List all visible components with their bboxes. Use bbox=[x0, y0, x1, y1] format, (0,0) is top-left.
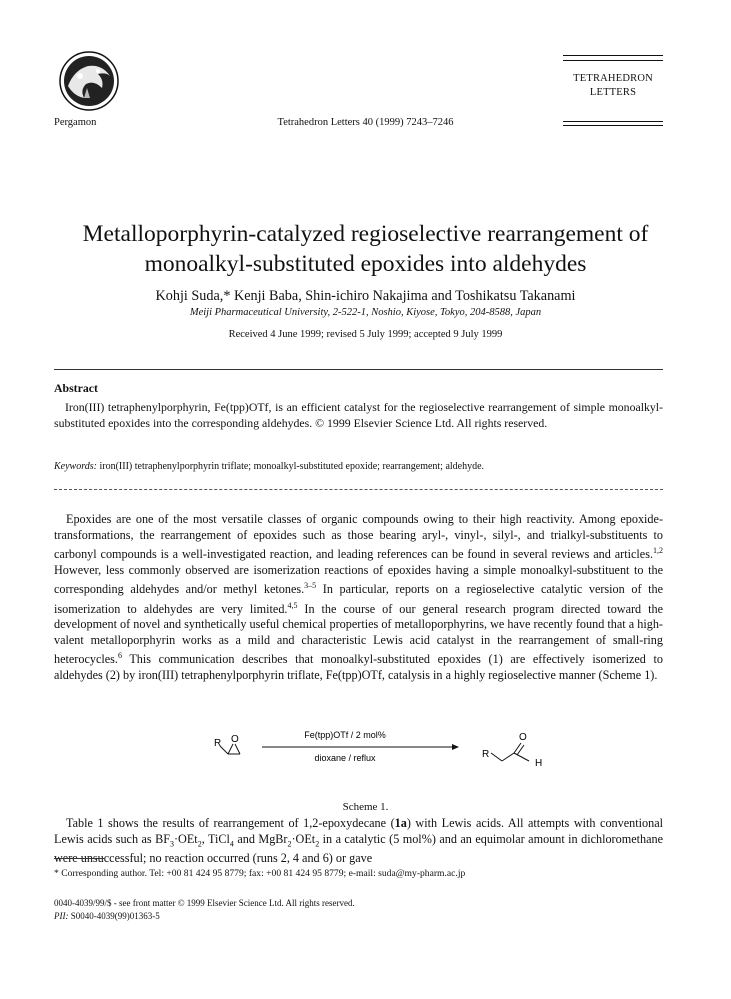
issn-line: 0040-4039/99/$ - see front matter © 1999 Elsevier Science Ltd. All rights reserved. bbox=[54, 898, 355, 908]
aldehyde-structure bbox=[491, 743, 529, 761]
abstract-top-rule bbox=[54, 369, 663, 370]
p2-sub-4: 2 bbox=[287, 838, 292, 848]
reaction-arrowhead bbox=[452, 744, 459, 750]
epoxide-structure bbox=[220, 744, 240, 754]
pii-line bbox=[54, 911, 160, 921]
pii-value: S0040-4039(99)01363-5 bbox=[68, 911, 160, 921]
article-title bbox=[30, 219, 701, 279]
p2-sub-3: 4 bbox=[229, 838, 234, 848]
reactant-r-label: R bbox=[214, 738, 222, 749]
product-o-label: O bbox=[519, 732, 527, 743]
authors: Kohji Suda,* Kenji Baba, Shin-ichiro Nakajima and Toshikatsu Takanami bbox=[155, 288, 576, 304]
publisher-name: Pergamon bbox=[54, 117, 97, 128]
elsevier-tree-logo bbox=[54, 50, 124, 112]
reactant-o-label: O bbox=[231, 734, 239, 745]
journal-name-bottom-rule-thin bbox=[563, 121, 663, 122]
reagent-below: dioxane / reflux bbox=[314, 753, 376, 763]
scheme-1-label: Scheme 1. bbox=[342, 801, 389, 813]
p2-text-a: Table 1 shows the results of rearrangement of 1,2-epoxydecane ( bbox=[66, 816, 395, 830]
scheme-1-diagram bbox=[180, 730, 570, 780]
p1-text-b: However, less commonly observed are isomerization reactions of epoxides having a simple monoalkyl-substituent to the corresponding aldehydes and/or methyl ketones. bbox=[54, 562, 663, 597]
journal-name-top-rule-thin bbox=[563, 60, 663, 61]
footnote-rule bbox=[54, 858, 104, 859]
p1-ref-3: 4,5 bbox=[287, 600, 298, 610]
p2-text-f: ·OEt bbox=[291, 831, 316, 846]
p1-ref-2: 3–5 bbox=[304, 581, 317, 591]
reagent-above: Fe(tpp)OTf / 2 mol% bbox=[304, 730, 386, 740]
p2-text-c: ·OEt bbox=[174, 831, 198, 846]
p2-sub-1: 3 bbox=[170, 838, 174, 848]
journal-name-bottom-rule bbox=[563, 125, 663, 126]
body-paragraph-1 bbox=[54, 512, 663, 683]
p2-text-g: in a catalytic (5 mol%) and an equimolar amount in dichloromethane were unsuccessful; no reaction occurred (runs 2, 4 and 6) or gave bbox=[54, 831, 663, 866]
p2-text-d: , TiCl bbox=[201, 831, 230, 846]
corresponding-author-footnote: * Corresponding author. Tel: +00 81 424 95 8779; fax: +00 81 424 95 8779; e-mail: suda@my-pharm.ac.jp bbox=[54, 868, 466, 879]
journal-name-line2: LETTERS bbox=[589, 87, 637, 98]
pii-label: PII: bbox=[54, 911, 69, 921]
product-r-label: R bbox=[482, 749, 490, 760]
p1-ref-1: 1,2 bbox=[653, 546, 663, 555]
journal-name-line1: TETRAHEDRON bbox=[573, 73, 653, 84]
p1-text-a: Epoxides are one of the most versatile classes of organic compounds owing to their high reactivity. Among epoxide-transformations, the rearrangement of epoxides such as those bearing aryl-, vinyl-, silyl-, and trialkyl-substituents to carbonyl compounds is a well-investigated reaction, and leading references can be found in several reviews and articles. bbox=[54, 512, 663, 562]
p2-sub-2: 2 bbox=[197, 838, 202, 848]
keywords-list: iron(III) tetraphenylporphyrin triflate; monoalkyl-substituted epoxide; rearrangement; aldehyde. bbox=[99, 461, 485, 472]
body-paragraph-2 bbox=[54, 816, 663, 867]
title-line-1: Metalloporphyrin-catalyzed regioselective rearrangement of bbox=[82, 221, 649, 247]
keywords-label: Keywords: bbox=[54, 461, 97, 472]
keywords bbox=[54, 461, 663, 472]
journal-name-top-rule bbox=[563, 55, 663, 56]
p1-text-d: In the course of our general research program directed toward the development of novel and synthetically useful chemical properties of metalloporphyrins, we have recently found that a high-valent metalloporphyrin works as a mild and characteristic Lewis acid catalyst in the rearrangement of small-ring heterocycles. bbox=[54, 601, 664, 667]
p2-text-e: and MgBr bbox=[233, 831, 288, 846]
affiliation: Meiji Pharmaceutical University, 2-522-1, Noshio, Kiyose, Tokyo, 204-8588, Japan bbox=[189, 307, 542, 318]
p2-sub-5: 2 bbox=[315, 838, 320, 848]
received-dates: Received 4 June 1999; revised 5 July 1999; accepted 9 July 1999 bbox=[228, 329, 503, 340]
p1-ref-4: 6 bbox=[117, 651, 122, 661]
product-h-label: H bbox=[535, 758, 543, 769]
journal-reference: Tetrahedron Letters 40 (1999) 7243–7246 bbox=[277, 117, 454, 128]
p1-text-c: In particular, reports on a regioselective catalytic version of the isomerization to aldehydes are very limited. bbox=[54, 582, 663, 616]
p2-text-b: ) with Lewis acids. All attempts with conventional Lewis acids such as BF bbox=[54, 816, 663, 846]
abstract-text: Iron(III) tetraphenylporphyrin, Fe(tpp)OTf, is an efficient catalyst for the regioselective rearrangement of simple monoalkyl-substituted epoxides into the corresponding aldehydes. © 1999 Elsevier Science Ltd. All rights reserved. bbox=[54, 400, 663, 430]
abstract-heading: Abstract bbox=[54, 381, 98, 395]
p2-compound-1a: 1a bbox=[394, 816, 407, 830]
abstract-bottom-rule bbox=[54, 489, 663, 490]
p1-text-e: This communication describes that monoalkyl-substituted epoxides (1) are effectively isomerized to aldehydes (2) by iron(III) tetraphenylporphyrin triflate, Fe(tpp)OTf, catalysis in a highly regioselective manner (Scheme 1). bbox=[54, 652, 663, 682]
title-line-2: monoalkyl-substituted epoxides into aldehydes bbox=[144, 251, 587, 277]
